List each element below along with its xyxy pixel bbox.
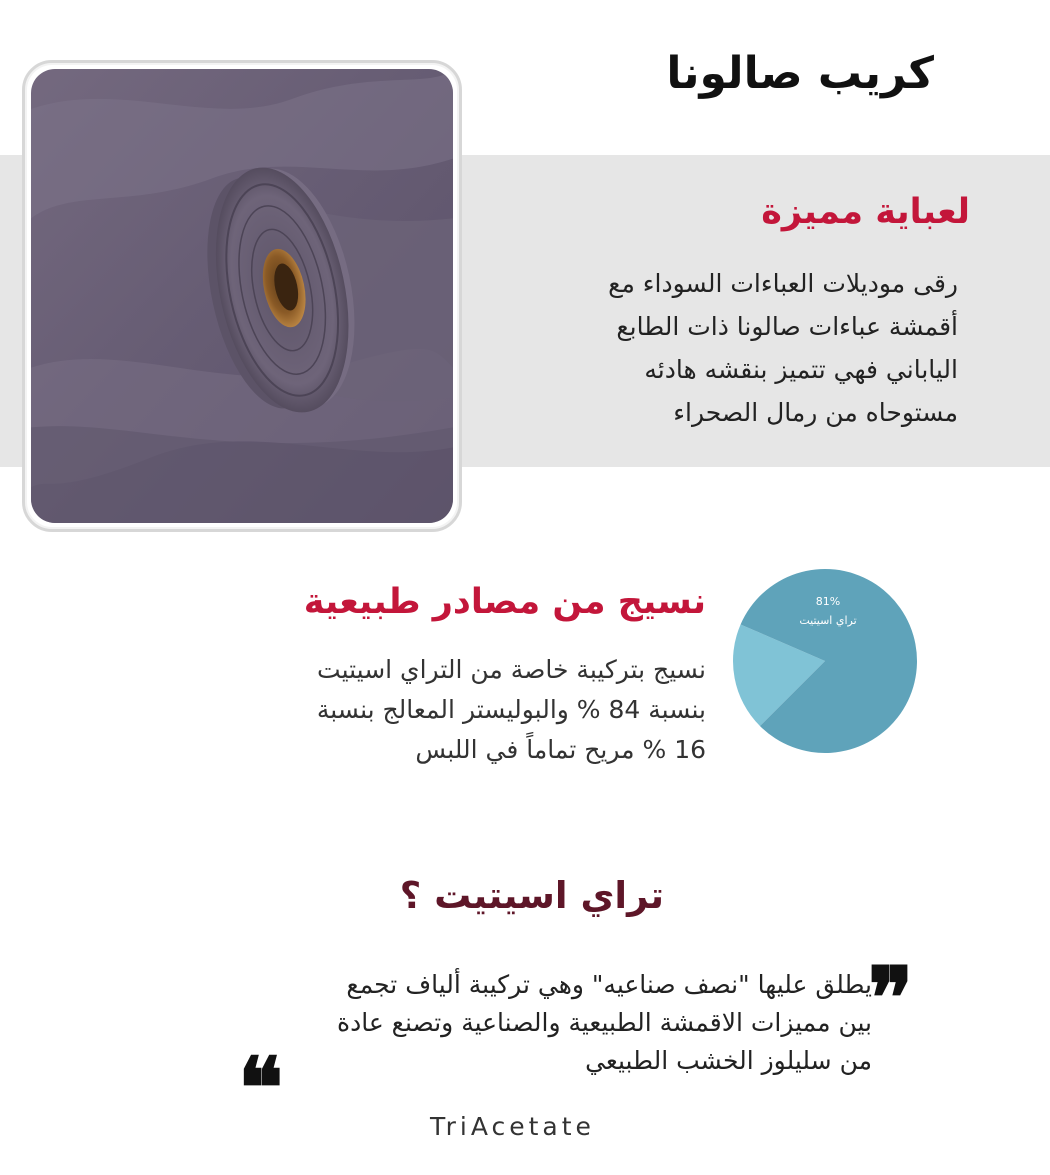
- body-line: رقى موديلات العباءات السوداء مع: [608, 269, 958, 298]
- body-line: مستوحاه من رمال الصحراء: [673, 398, 958, 427]
- section-heading-triacetate: تراي اسيتيت ؟: [399, 874, 664, 917]
- body-line: نسيج بتركيبة خاصة من التراي اسيتيت: [317, 655, 706, 684]
- fabric-photo-frame: [22, 60, 462, 532]
- section-heading-abaya: لعباية مميزة: [761, 192, 970, 232]
- section-body-natural: [166, 650, 706, 770]
- composition-pie-chart: [730, 568, 920, 754]
- pie-value-label: 81%: [815, 595, 841, 608]
- quote-line: من سليلوز الخشب الطبيعي: [585, 1046, 872, 1075]
- body-line: أقمشة عباءات صالونا ذات الطابع: [616, 312, 958, 341]
- body-line: 16 % مريح تماماً في اللبس: [415, 735, 706, 764]
- pie-svg: [730, 568, 920, 754]
- page-title: كريب صالونا: [666, 48, 934, 99]
- section-body-abaya: [458, 262, 958, 434]
- body-line: بنسبة 84 % والبوليستر المعالج بنسبة: [316, 695, 706, 724]
- pie-category-label: تراي اسيتيت: [799, 614, 857, 627]
- quote-close-icon: ❝: [238, 1038, 284, 1137]
- quote-open-icon: ❞: [868, 948, 914, 1047]
- quote-line: بين مميزات الاقمشة الطبيعية والصناعية وتصنع عادة: [336, 1008, 872, 1037]
- fabric-roll-image: [31, 69, 453, 523]
- quote-line: يطلق عليها "نصف صناعيه" وهي تركيبة ألياف تجمع: [346, 970, 872, 999]
- body-line: الياباني فهي تتميز بنقشه هادئه: [644, 355, 958, 384]
- section-heading-natural: نسيج من مصادر طبيعية: [303, 582, 706, 622]
- triacetate-caption: TriAcetate: [430, 1112, 595, 1141]
- quote-body: [112, 966, 872, 1080]
